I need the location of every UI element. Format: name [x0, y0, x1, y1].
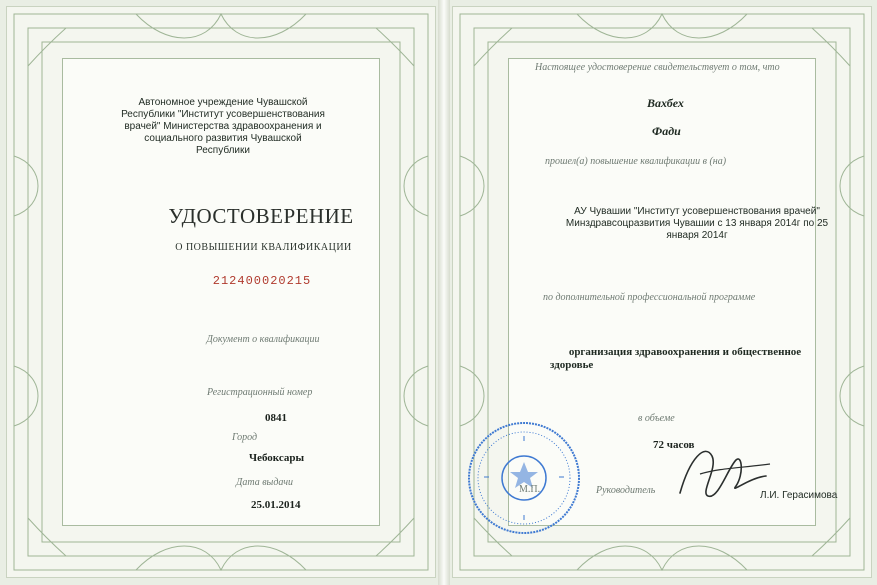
- institution-line-1: АУ Чувашии "Институт усовершенствования врачей": [574, 206, 820, 217]
- volume-value: 72 часов: [653, 439, 695, 451]
- city-value: Чебоксары: [249, 452, 305, 464]
- seal-label: М.П.: [519, 484, 541, 495]
- official-stamp: [464, 418, 584, 538]
- registration-number: 0841: [265, 412, 287, 424]
- passed-text: прошел(а) повышение квалификации в (на): [545, 156, 727, 167]
- institution-line-3: января 2014г: [666, 230, 728, 241]
- document-subtitle: О ПОВЫШЕНИИ КВАЛИФИКАЦИИ: [175, 242, 352, 253]
- institution-line-2: Минздравсоцразвития Чувашии с 13 января 2014г по 25: [565, 218, 829, 229]
- program-line-1: организация здравоохранения и общественное: [568, 346, 802, 358]
- holder-name: Фади: [652, 124, 681, 138]
- document-title: УДОСТОВЕРЕНИЕ: [168, 204, 354, 228]
- serial-number: 212400020215: [212, 274, 312, 288]
- intro-text: Настоящее удостоверение свидетельствует о том, что: [535, 62, 780, 73]
- issue-date: 25.01.2014: [251, 499, 301, 511]
- holder-surname: Вахбех: [647, 96, 684, 110]
- program-label: по дополнительной профессиональной программе: [543, 292, 756, 303]
- volume-label: в объеме: [638, 413, 675, 424]
- city-label: Город: [232, 432, 258, 443]
- issue-date-label: Дата выдачи: [236, 477, 294, 488]
- document-type: Документ о квалификации: [206, 334, 320, 345]
- program-name: [540, 346, 830, 372]
- left-page: [6, 6, 436, 578]
- registration-label: Регистрационный номер: [207, 387, 313, 398]
- right-page: [452, 6, 872, 578]
- program-line-2: здоровье: [550, 359, 594, 371]
- book-spine: [438, 0, 450, 585]
- training-institution: [557, 206, 837, 242]
- head-name: Л.И. Герасимова: [760, 490, 838, 501]
- head-label: Руководитель: [596, 485, 656, 496]
- issuing-institution: Автономное учреждение Чувашской Республики "Институт усовершенствования врачей" Министерства здравоохранения и социального развития Чувашской Республики: [121, 97, 325, 156]
